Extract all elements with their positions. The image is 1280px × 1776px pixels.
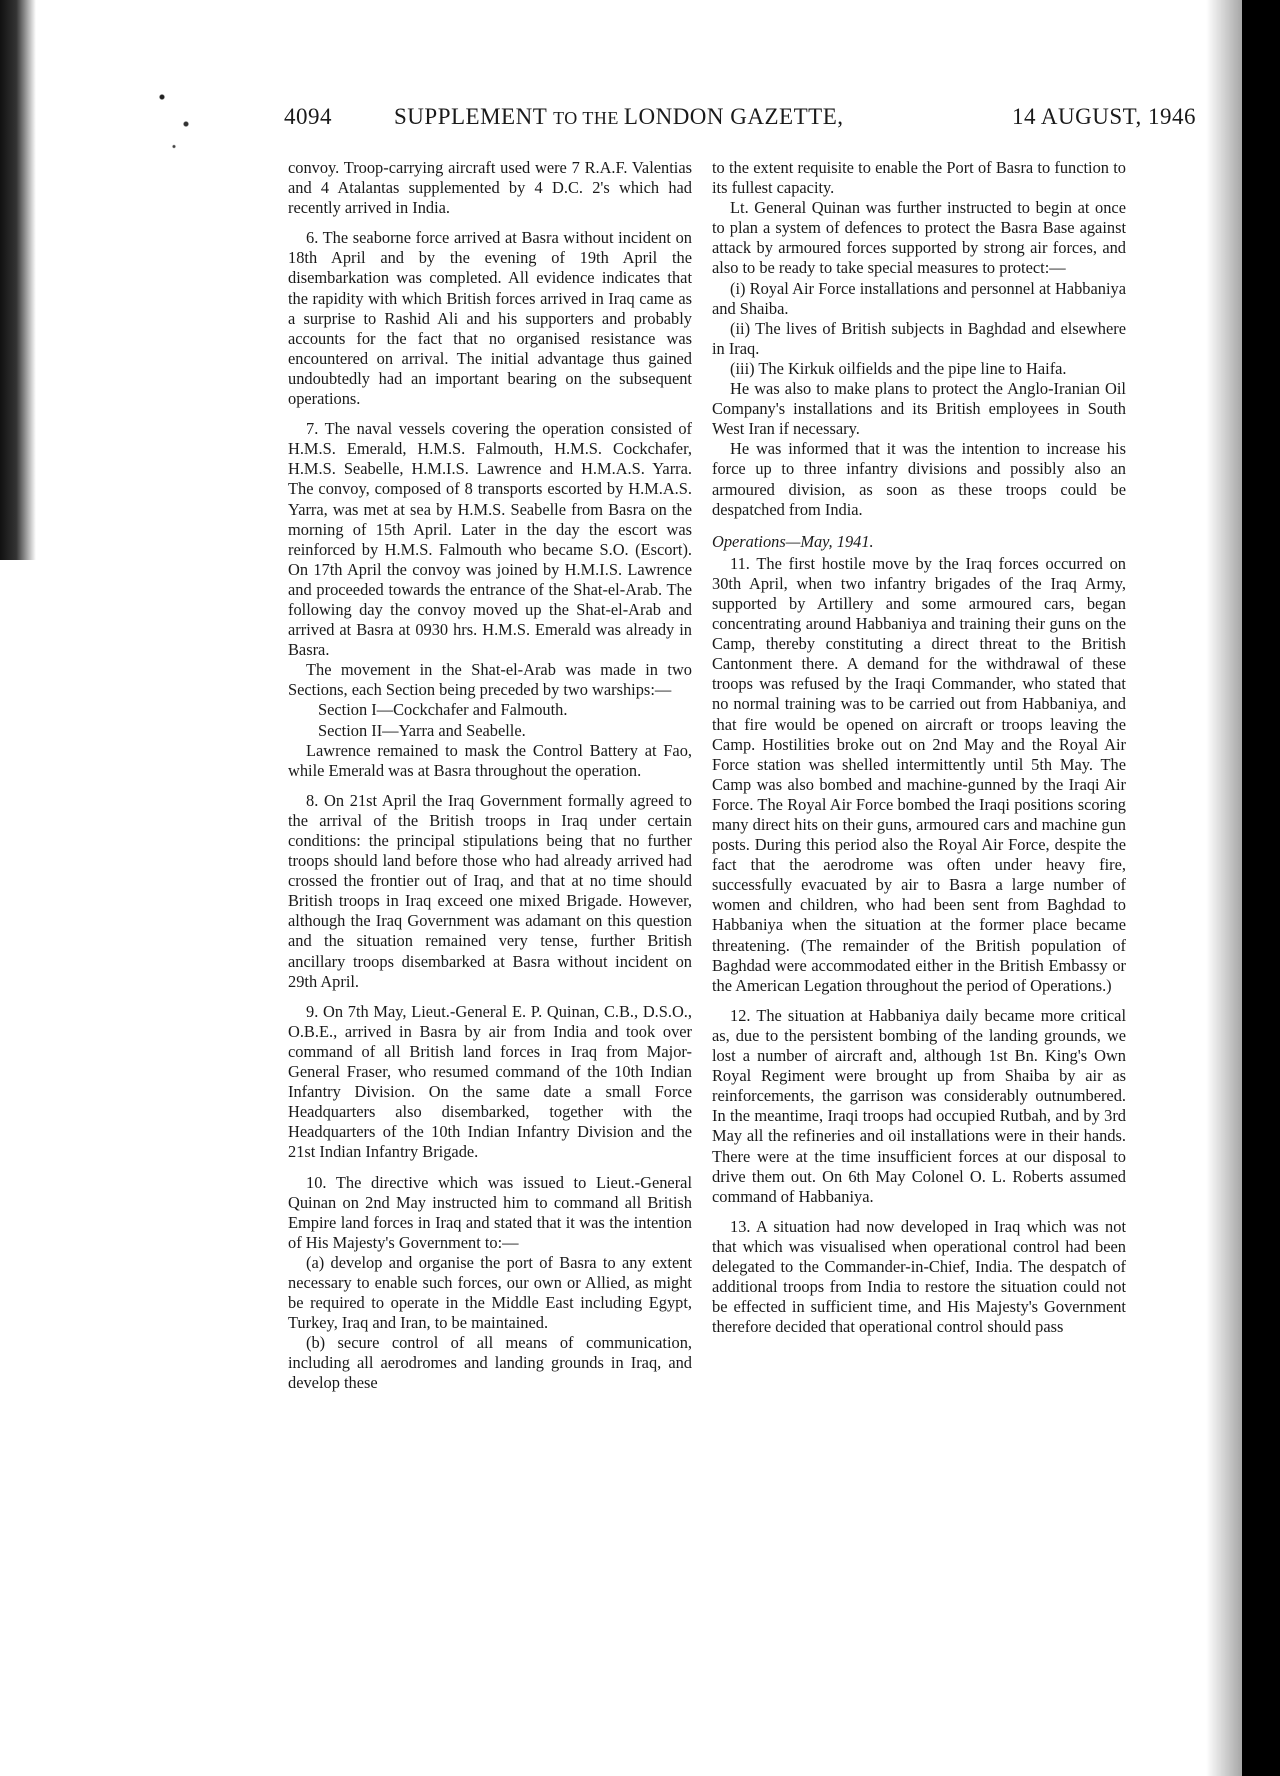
scan-edge-fade-right	[1206, 0, 1242, 1776]
issue-date: 14 AUGUST, 1946	[1011, 104, 1196, 129]
paragraph: The movement in the Shat-el-Arab was made in two Sections, each Section being preceded by two warships:—	[288, 660, 692, 700]
publication-title: SUPPLEMENT TO THE LONDON GAZETTE,	[394, 104, 844, 129]
right-column	[712, 158, 1126, 1337]
list-item: (a) develop and organise the port of Basra to any extent necessary to enable such forces, our own or Allied, as might be required to operate in the Middle East including Egypt, Turkey, Iraq and Iran, to be maintained.	[288, 1252, 692, 1333]
paragraph-11: 11. The first hostile move by the Iraq forces occurred on 30th April, when two infantry brigades of the Iraq Army, supported by Artillery and some armoured cars, began concentrating around Habbaniya and training their guns on the Camp, thereby constituting a direct threat to the British Cantonment there. A demand for the withdrawal of these troops was refused by the Iraqi Commander, who stated that no normal training was to be carried out from Habbaniya, and that fire would be opened on aircraft or troops leaving the Camp. Hostilities broke out on 2nd May and the Royal Air Force station was shelled intermittently until 5th May. The Camp was also bombed and machine-gunned by the Iraqi Air Force. The Royal Air Force bombed the Iraqi positions scoring many direct hits on their guns, armoured cars and machine gun posts. During this period also the Royal Air Force, despite the fact that the aerodrome was often under heavy fire, successfully evacuated by air to Basra a large number of women and children, who had been sent from Baghdad to Habbaniya when the situation at the former place became threatening. (The remainder of the British population of Baghdad were accommodated either in the British Embassy or the American Legation throughout the period of Operations.)	[712, 553, 1126, 995]
paragraph: Lawrence remained to mask the Control Battery at Fao, while Emerald was at Basra throughout the operation.	[288, 740, 692, 780]
scan-speckles	[150, 70, 210, 160]
paragraph: to the extent requisite to enable the Port of Basra to function to its fullest capacity.	[712, 158, 1126, 198]
left-column	[288, 158, 692, 1394]
list-item: (b) secure control of all means of communication, including all aerodromes and landing grounds in Iraq, and develop these	[288, 1333, 692, 1393]
scan-edge-shadow-left	[0, 0, 36, 560]
scan-edge-shadow-right	[1242, 0, 1280, 1776]
paragraph-8: 8. On 21st April the Iraq Government formally agreed to the arrival of the British troops in Iraq under certain conditions: the principal stipulations being that no further troops should land before those who had already arrived had crossed the frontier out of Iraq, and that at no time should British troops in Iraq exceed one mixed Brigade. However, although the Iraq Government was adamant on this question and the situation remained very tense, further British ancillary troops disembarked at Basra without incident on 29th April.	[288, 790, 692, 991]
section-heading: Operations—May, 1941.	[712, 531, 874, 551]
section-line: Section I—Cockchafer and Falmouth.	[318, 700, 568, 720]
paragraph: He was also to make plans to protect the Anglo-Iranian Oil Company's installations and its British employees in South West Iran if necessary.	[712, 379, 1126, 439]
section-line: Section II—Yarra and Seabelle.	[318, 720, 526, 740]
paragraph: Lt. General Quinan was further instructed to begin at once to plan a system of defences to protect the Basra Base against attack by armoured forces supported by strong air forces, and also to be ready to take special measures to protect:—	[712, 198, 1126, 278]
paragraph-10: 10. The directive which was issued to Lieut.-General Quinan on 2nd May instructed him to command all British Empire land forces in Iraq and stated that it was the intention of His Majesty's Government to:—	[288, 1172, 692, 1252]
paragraph: convoy. Troop-carrying aircraft used were 7 R.A.F. Valentias and 4 Atalantas supplemented by 4 D.C. 2's which had recently arrived in India.	[288, 158, 692, 218]
paragraph-6: 6. The seaborne force arrived at Basra without incident on 18th April and by the evening of 19th April the disembarkation was completed. All evidence indicates that the rapidity with which British forces arrived in Iraq came as a surprise to Rashid Ali and his supporters and probably accounts for the fact that no organised resistance was encountered on arrival. The initial advantage thus gained undoubtedly had an important bearing on the subsequent operations.	[288, 228, 692, 409]
list-item: (ii) The lives of British subjects in Baghdad and elsewhere in Iraq.	[712, 318, 1126, 358]
list-item: (i) Royal Air Force installations and personnel at Habbaniya and Shaiba.	[712, 278, 1126, 318]
paragraph-12: 12. The situation at Habbaniya daily became more critical as, due to the persistent bombing of the landing grounds, we lost a number of aircraft and, although 1st Bn. King's Own Royal Regiment were brought up from Shaiba by air as reinforcements, the garrison was considerably outnumbered. In the meantime, Iraqi troops had occupied Rutbah, and by 3rd May all the refineries and oil installations were in their hands. There were at the time insufficient forces at our disposal to drive them out. On 6th May Colonel O. L. Roberts assumed command of Habbaniya.	[712, 1005, 1126, 1206]
page-number: 4094	[284, 104, 332, 129]
paragraph-7: 7. The naval vessels covering the operation consisted of H.M.S. Emerald, H.M.S. Falmouth, H.M.S. Cockchafer, H.M.S. Seabelle, H.M.I.S. Lawrence and H.M.A.S. Yarra. The convoy, composed of 8 transports escorted by H.M.A.S. Yarra, was met at sea by H.M.S. Seabelle from Basra on the morning of 15th April. Later in the day the escort was reinforced by H.M.S. Falmouth who became S.O. (Escort). On 17th April the convoy was joined by H.M.I.S. Lawrence and proceeded towards the entrance of the Shat-el-Arab. The following day the convoy moved up the Shat-el-Arab and arrived at Basra at 0930 hrs. H.M.S. Emerald was already in Basra.	[288, 419, 692, 660]
paragraph-9: 9. On 7th May, Lieut.-General E. P. Quinan, C.B., D.S.O., O.B.E., arrived in Basra by air from India and took over command of all British land forces in Iraq from Major-General Fraser, who resumed command of the 10th Indian Infantry Division. On the same date a small Force Headquarters also disembarked, together with the Headquarters of the 10th Indian Infantry Division and the 21st Indian Infantry Brigade.	[288, 1001, 692, 1162]
list-item: (iii) The Kirkuk oilfields and the pipe line to Haifa.	[730, 358, 1067, 378]
paragraph-13: 13. A situation had now developed in Iraq which was not that which was visualised when operational control had been delegated to the Commander-in-Chief, India. The despatch of additional troops from India to restore the situation could not be effected in sufficient time, and His Majesty's Government therefore decided that operational control should pass	[712, 1216, 1126, 1337]
paragraph: He was informed that it was the intention to increase his force up to three infantry divisions and possibly also an armoured division, as soon as these troops could be despatched from India.	[712, 439, 1126, 519]
